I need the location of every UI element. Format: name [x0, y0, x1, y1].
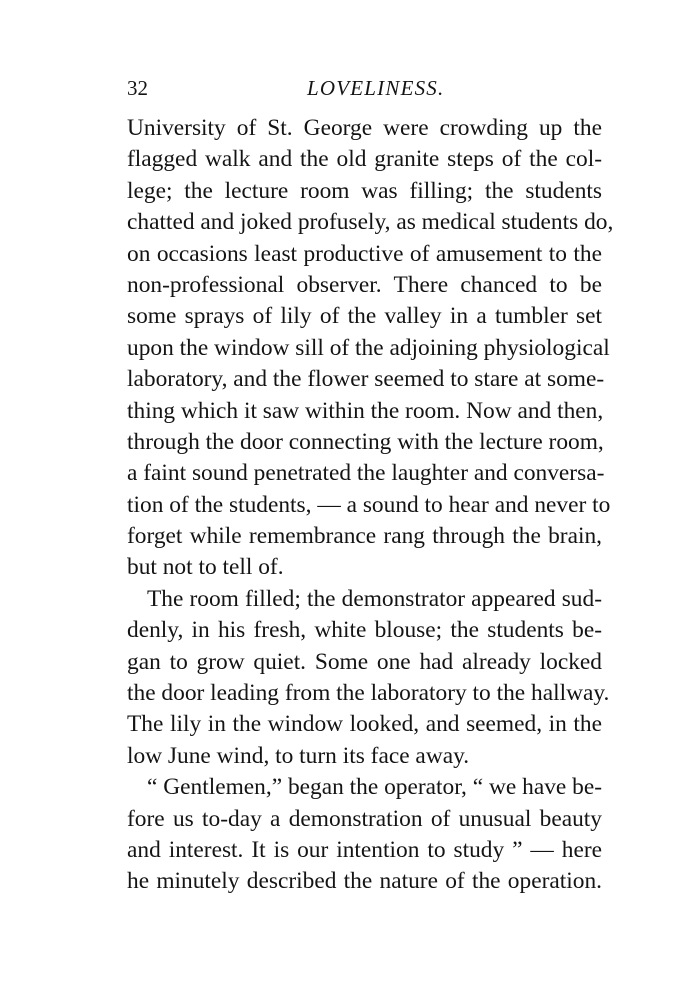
- text-line: forget while remembrance rang through the brain,: [127, 523, 602, 550]
- text-line: gan to grow quiet. Some one had already locked: [127, 648, 602, 675]
- text-line: The lily in the window looked, and seemed, in the: [127, 711, 602, 738]
- text-line: he minutely described the nature of the operation.: [127, 868, 602, 895]
- text-line: but not to tell of.: [127, 554, 284, 581]
- text-line: non-professional observer. There chanced to be: [127, 271, 602, 298]
- text-line: through the door connecting with the lecture room,: [127, 428, 604, 455]
- text-line: fore us to-day a demonstration of unusual beauty: [127, 805, 602, 832]
- text-line: University of St. George were crowding up the: [127, 115, 602, 141]
- text-line: on occasions least productive of amusement to the: [127, 240, 602, 267]
- text-line: lege; the lecture room was filling; the students: [127, 177, 602, 204]
- running-head: [127, 76, 602, 104]
- text-line: a faint sound penetrated the laughter and conversa-: [127, 460, 605, 487]
- text-line: The room filled; the demonstrator appeared sud-: [147, 585, 602, 612]
- text-line: upon the window sill of the adjoining physiological: [127, 334, 610, 361]
- text-line: some sprays of lily of the valley in a tumbler set: [127, 303, 602, 330]
- text-line: tion of the students, — a sound to hear and never to: [127, 491, 611, 518]
- text-line: the door leading from the laboratory to the hallway.: [127, 680, 610, 707]
- running-title: LOVELINESS.: [307, 76, 445, 100]
- page-number: 32: [127, 76, 148, 100]
- text-line: denly, in his fresh, white blouse; the students be-: [127, 617, 602, 644]
- text-line: “ Gentlemen,” began the operator, “ we have be-: [147, 774, 602, 801]
- text-line: laboratory, and the flower seemed to stare at some-: [127, 366, 605, 393]
- text-line: low June wind, to turn its face away.: [127, 742, 470, 769]
- text-line: flagged walk and the old granite steps of the col-: [127, 146, 602, 173]
- body-text: [127, 113, 614, 898]
- text-line: thing which it saw within the room. Now and then,: [127, 397, 604, 424]
- text-line: chatted and joked profusely, as medical students do,: [127, 209, 614, 236]
- text-line: and interest. It is our intention to study ” — here: [127, 836, 602, 863]
